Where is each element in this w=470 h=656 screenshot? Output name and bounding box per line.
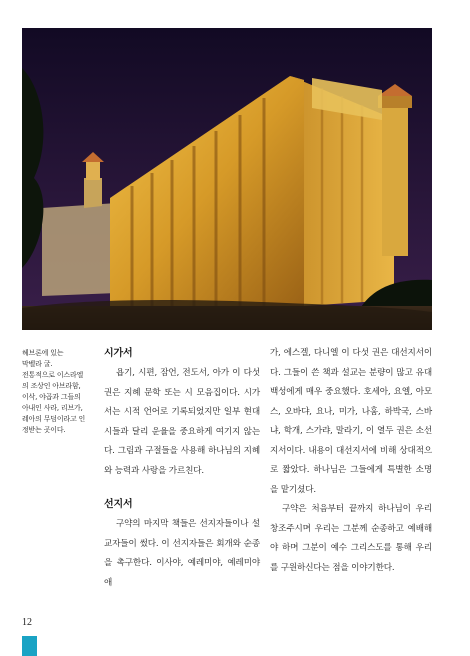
section-heading-poetry: 시가서 [104,348,133,359]
photo-illustration [22,28,432,330]
hebron-photo [22,28,432,330]
caption-line: 레아의 무덤이라고 인 [22,415,86,423]
photo-caption [22,348,92,436]
body-column-right [270,344,432,578]
paragraph-conclusion: 구약은 처음부터 끝까지 하나님이 우리 창조주시며 우리는 그분께 순종하고 예배해야 하며 그분이 예수 그리스도를 통해 우리를 구원하신다는 점을 이야기한다. [270,504,432,573]
caption-line: 이삭, 야곱과 그들의 [22,393,81,401]
body-column-left [104,344,260,593]
paragraph-prophets-continued: 가, 에스겔, 다니엘 이 다섯 권은 대선지서이다. 그들이 쓴 책과 설교는 분량이 많고 유대 백성에게 매우 중요했다. 호세아, 요엘, 아모스, 오바댜, 요나, 미가, 나훔, 하박국, 스바냐, 학개, 스가랴, 말라기, 이 열두 권은 소선지서이다. 내용이 대선지서에 비해 상대적으로 짧았다. 하나님은 그들에게 특별한 소명을 맡기셨다. [270,348,432,495]
caption-line: 의 조상인 아브라함, [22,382,81,390]
caption-line: 아내인 사라, 리브가, [22,404,83,412]
page-tab-marker [22,636,37,656]
paragraph-poetry: 욥기, 시편, 잠언, 전도서, 아가 이 다섯 권은 지혜 문학 또는 시 모음집이다. 시가서는 시적 언어로 기록되었지만 일부 현대 시들과 달리 운율을 중요하게 여기지 않는다. 그림과 구절들을 사용해 하나님의 지혜와 능력과 사랑을 가르친다. [104,368,260,476]
caption-line: 헤브론에 있는 [22,349,64,357]
caption-line: 막벨라 굴. [22,360,53,368]
paragraph-prophets: 구약의 마지막 책들은 선지자들이나 설교자들이 썼다. 이 선지자들은 회개와 순종을 촉구한다. 이사야, 예레미야, 예레미야애 [104,519,260,588]
page-number: 12 [22,617,32,628]
caption-line: 전통적으로 이스라엘 [22,371,84,379]
section-heading-prophets: 선지서 [104,499,133,510]
caption-line: 정받는 곳이다. [22,426,66,434]
